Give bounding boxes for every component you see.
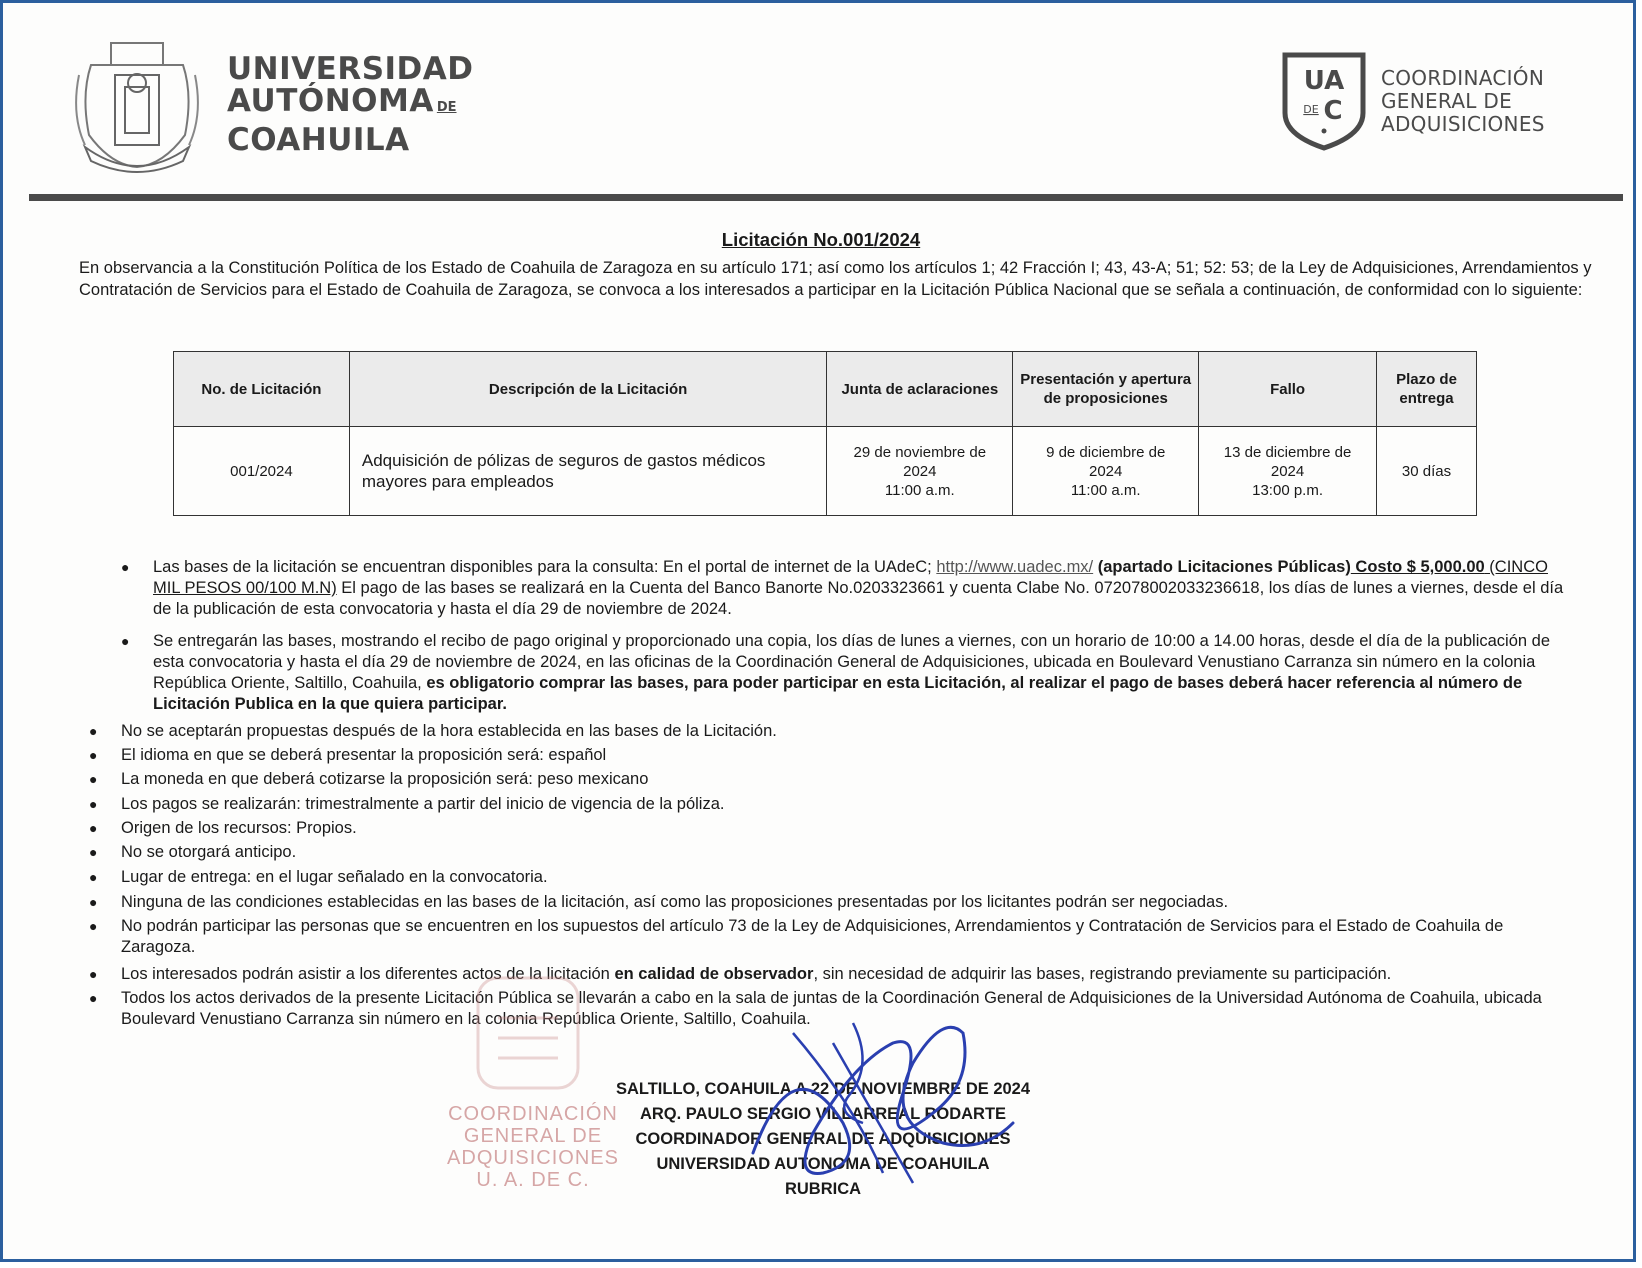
list-item: ● El idioma en que se deberá presentar la proposición será: español	[89, 746, 607, 764]
signatory-name: ARQ. PAULO SERGIO VILLARREAL RODARTE	[639, 1105, 1007, 1123]
list-item-entrega: ● Se entregarán las bases, mostrando el recibo de pago original y proporcionado una copia, los días de lunes a viernes, con un horario de 10:00 a 14.00 horas, desde el día de la publicación de esta convocatoria y hasta el día 29 de noviembre de 2024, en las oficinas de la Coordinación General de Adquisiciones, ubicada en Boulevard Venustiano Carranza sin número en la colonia República Oriente, Saltillo, Coahuila, es obligatorio comprar las bases, para poder participar en esta Licitación, al realizar el pago de bases deberá hacer referencia al número de Licitación Publica en la que quiera participar.	[121, 632, 1551, 713]
logo-text-c: C	[1323, 96, 1343, 126]
logo-text-ua: UA	[1303, 66, 1345, 96]
bullet-icon: ●	[89, 966, 98, 982]
bullet-icon: ●	[89, 771, 98, 787]
list-item: ● La moneda en que deberá cotizarse la proposición será: peso mexicano	[89, 770, 649, 788]
cell-junta: 29 de noviembre de 2024 11:00 a.m.	[827, 427, 1013, 516]
licitacion-table	[173, 351, 1477, 516]
list-item: ● No podrán participar las personas que se encuentren en los supuestos del artículo 73 de la Ley de Adquisiciones, Arrendamientos y Contratación de Servicios para el Estado de Coahuila de Zaragoza.	[89, 917, 1504, 956]
signatory-institution: UNIVERSIDAD AUTONOMA DE COAHUILA	[656, 1155, 990, 1173]
table-header-row	[174, 352, 1477, 427]
university-name: UNIVERSIDAD AUTÓNOMA DE COAHUILA	[227, 51, 474, 158]
bullet-icon: ●	[89, 990, 98, 1006]
handwritten-signature	[733, 1003, 1033, 1193]
bullet-icon: ●	[121, 633, 130, 649]
bullet-icon: ●	[89, 820, 98, 836]
col-header-junta: Junta de aclaraciones	[827, 352, 1013, 427]
bullet-icon: ●	[89, 723, 98, 739]
bullet-icon: ●	[89, 894, 98, 910]
col-header-numero: No. de Licitación	[174, 352, 350, 427]
col-header-plazo: Plazo de entrega	[1377, 352, 1477, 427]
col-header-presentacion: Presentación y apertura de proposiciones	[1013, 352, 1199, 427]
bullet-icon: ●	[89, 796, 98, 812]
intro-paragraph: En observancia a la Constitución Política de los Estado de Coahuila de Zaragoza en su artículo 171; así como los artículos 1; 42 Fracción I; 43, 43-A; 51; 52: 53; de la Ley de Adquisiciones, Arrendamientos y Contratación de Servicios para el Estado de Coahuila de Zaragoza, se convoca a los interesados a participar en la Licitación Pública Nacional que se señala a continuación, de conformidad con lo siguiente:	[79, 259, 1592, 299]
cell-numero: 001/2024	[174, 427, 350, 516]
cell-fallo: 13 de diciembre de 2024 13:00 p.m.	[1199, 427, 1377, 516]
list-item: ● No se otorgará anticipo.	[89, 843, 297, 861]
university-crest-icon	[71, 35, 203, 175]
list-item: ● Origen de los recursos: Propios.	[89, 819, 357, 837]
cell-descripcion: Adquisición de pólizas de seguros de gastos médicos mayores para empleados	[349, 427, 827, 516]
list-item: ● Ninguna de las condiciones establecidas en las bases de la licitación, así como las proposiciones presentadas por los licitantes podrán ser negociadas.	[89, 893, 1229, 911]
bullet-icon: ●	[89, 844, 98, 860]
coordination-name: COORDINACIÓN GENERAL DE ADQUISICIONES	[1381, 66, 1545, 136]
bullet-icon: ●	[89, 747, 98, 763]
list-item-sala: ● Todos los actos derivados de la presente Licitación Pública se llevarán a cabo en la sala de juntas de la Coordinación General de Adquisiciones de la Universidad Autónoma de Coahuila, ubicada Boulevard Venustiano Carranza sin número en la colonia República Oriente, Saltillo, Coahuila.	[89, 989, 1542, 1028]
signature-date: SALTILLO, COAHUILA A 22 DE NOVIEMBRE DE 2024	[615, 1080, 1031, 1098]
list-item: ● No se aceptarán propuestas después de la hora establecida en las bases de la Licitación.	[89, 722, 777, 740]
uadec-link[interactable]: http://www.uadec.mx/	[936, 558, 1094, 576]
col-header-descripcion: Descripción de la Licitación	[349, 352, 827, 427]
bullet-icon: ●	[89, 918, 98, 934]
bullet-icon: ●	[89, 869, 98, 885]
list-item: ● Los pagos se realizarán: trimestralmente a partir del inicio de vigencia de la póliza.	[89, 795, 725, 813]
coordination-stamp: COORDINACIÓN GENERAL DE ADQUISICIONES U. A. DE C.	[447, 1103, 619, 1191]
document-title: Licitación No.001/2024	[721, 229, 921, 250]
table-row	[174, 427, 1477, 516]
header-divider	[29, 194, 1623, 201]
coordination-shield-logo	[1281, 51, 1367, 151]
cell-presentacion: 9 de diciembre de 2024 11:00 a.m.	[1013, 427, 1199, 516]
list-item-observador: ● Los interesados podrán asistir a los diferentes actos de la licitación en calidad de observador, sin necesidad de adquirir las bases, registrando previamente su participación.	[89, 965, 1392, 983]
cell-plazo: 30 días	[1377, 427, 1477, 516]
list-item: ● Lugar de entrega: en el lugar señalado en la convocatoria.	[89, 868, 548, 886]
signatory-position: COORDINADOR GENERAL DE ADQUISICIONES	[635, 1130, 1011, 1148]
list-item-bases: ● Las bases de la licitación se encuentran disponibles para la consulta: En el portal de internet de la UAdeC; http://www.uadec.mx/ (apartado Licitaciones Públicas) Costo $ 5,000.00 (CINCO MIL PESOS 00/100 M.N) El pago de las bases se realizará en la Cuenta del Banco Banorte No.0203323661 y cuenta Clabe No. 072078002033236618, los días de lunes a viernes, desde el día de la publicación de esta convocatoria y hasta el día 29 de noviembre de 2024.	[121, 558, 1564, 618]
col-header-fallo: Fallo	[1199, 352, 1377, 427]
signature-rubrica: RUBRICA	[784, 1180, 862, 1198]
bullet-icon: ●	[121, 559, 130, 575]
logo-text-de: DE	[1303, 103, 1319, 116]
